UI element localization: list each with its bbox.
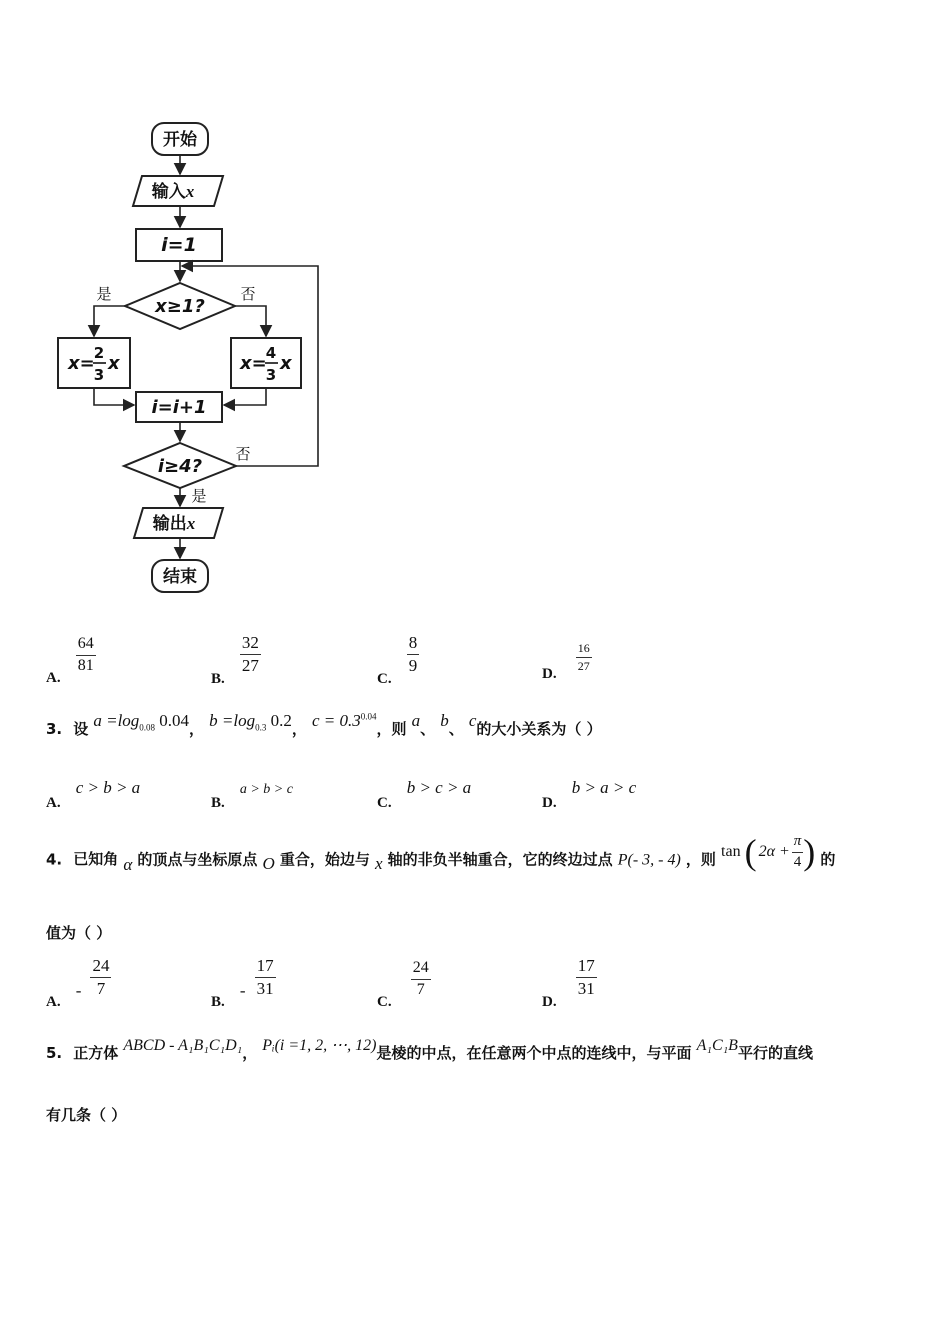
option-letter: C. bbox=[377, 993, 392, 1010]
question-text: 是棱的中点，在任意两个中点的连线中，与平面 bbox=[376, 1044, 692, 1062]
flowchart bbox=[0, 0, 360, 620]
midpoints-expr: Pᵢ(i =1, 2, ⋯, 12) bbox=[262, 1037, 377, 1054]
left-num: 2 bbox=[93, 344, 105, 362]
left-lhs: x= bbox=[68, 353, 95, 374]
option-fraction: $\frac{24}{7}$ bbox=[92, 956, 110, 998]
option-expression: c > b > a bbox=[75, 778, 141, 797]
question-number: 5. bbox=[46, 1044, 63, 1062]
option-expression: b > a > c bbox=[571, 778, 637, 797]
question-5 bbox=[46, 1037, 813, 1063]
right-var: x bbox=[280, 353, 292, 374]
question-text: 轴的非负半轴重合，它的终边过点 bbox=[387, 850, 613, 869]
q2-option-a[interactable] bbox=[46, 635, 96, 686]
q4-option-d[interactable] bbox=[542, 956, 597, 1010]
option-sign: - bbox=[239, 980, 246, 1000]
option-fraction: $\frac{16}{27}$ bbox=[577, 641, 590, 673]
question-number: 3. bbox=[46, 720, 63, 738]
question-number: 4. bbox=[46, 850, 63, 869]
question-text: 的顶点与坐标原点 bbox=[137, 850, 258, 869]
no-label-1: 否 bbox=[240, 285, 256, 303]
var-alpha: α bbox=[123, 855, 133, 875]
separator: 、 bbox=[420, 720, 436, 738]
left-var: x bbox=[108, 353, 120, 374]
var-c: c bbox=[468, 711, 477, 730]
end-label: 结束 bbox=[163, 567, 197, 587]
expr-c: $c = 0.3^{0.04}$ bbox=[311, 711, 377, 730]
expr-b: $b =\log_{0.3}$ 0.2 bbox=[209, 711, 292, 733]
yes-label-1: 是 bbox=[96, 285, 112, 303]
init-label: i=1 bbox=[161, 234, 197, 256]
q3-option-c[interactable] bbox=[377, 778, 472, 811]
right-lhs: x= bbox=[240, 353, 267, 374]
tan-inner: 2α + bbox=[758, 843, 790, 861]
option-letter: B. bbox=[211, 993, 225, 1010]
var-a: a bbox=[411, 711, 421, 730]
question-text: 的 bbox=[820, 850, 836, 869]
option-fraction: $\frac{17}{31}$ bbox=[256, 956, 274, 998]
question-text: ，则 bbox=[685, 850, 716, 869]
expr-a: $a =\log_{0.08}$ 0.04 bbox=[93, 711, 190, 733]
question-5-line2: 有几条（ ） bbox=[46, 1106, 127, 1124]
option-fraction: $\frac{24}{7}$ bbox=[412, 959, 429, 998]
q4-option-a[interactable] bbox=[46, 956, 111, 1010]
q3-option-a[interactable] bbox=[46, 778, 141, 811]
increment-label: i=i+1 bbox=[151, 397, 207, 418]
separator: ， bbox=[242, 1044, 258, 1062]
point-P: P(- 3, - 4) bbox=[617, 851, 681, 869]
option-letter: D. bbox=[542, 993, 557, 1010]
option-fraction: $\frac{8}{9}$ bbox=[408, 633, 418, 675]
option-letter: D. bbox=[542, 665, 557, 682]
option-letter: D. bbox=[542, 795, 557, 811]
question-text: 设 bbox=[73, 720, 89, 738]
question-text: 正方体 bbox=[73, 1044, 119, 1062]
cube-label: ABCD - A₁B₁C₁D₁ bbox=[123, 1037, 243, 1054]
option-letter: B. bbox=[211, 670, 225, 687]
question-text: ，则 bbox=[376, 720, 407, 738]
option-fraction: $\frac{17}{31}$ bbox=[577, 956, 595, 998]
question-3 bbox=[46, 711, 602, 740]
option-letter: A. bbox=[46, 993, 61, 1010]
left-den: 3 bbox=[93, 366, 105, 384]
option-letter: C. bbox=[377, 795, 392, 811]
q3-option-b[interactable] bbox=[211, 778, 293, 811]
input-label: 输入x bbox=[151, 182, 195, 202]
question-4-line2: 值为（ ） bbox=[46, 924, 112, 942]
q3-option-d[interactable] bbox=[542, 778, 637, 811]
right-den: 3 bbox=[265, 366, 277, 384]
tan-label: tan bbox=[721, 843, 741, 861]
pi-over-4: $\frac{\pi}{4}$ bbox=[793, 833, 802, 870]
q4-option-b[interactable] bbox=[211, 956, 276, 1010]
option-letter: C. bbox=[377, 670, 392, 687]
q2-option-c[interactable] bbox=[377, 633, 419, 687]
separator: ， bbox=[189, 720, 205, 738]
var-b: b bbox=[440, 711, 449, 730]
option-expression: b > c > a bbox=[406, 778, 472, 797]
separator: ， bbox=[291, 720, 307, 738]
plane-label: A₁C₁B bbox=[696, 1037, 738, 1054]
option-letter: A. bbox=[46, 669, 61, 686]
paren-open: ( bbox=[744, 832, 757, 873]
q2-option-d[interactable] bbox=[542, 641, 592, 682]
option-fraction: $\frac{32}{27}$ bbox=[241, 633, 259, 675]
option-letter: B. bbox=[211, 795, 225, 811]
separator: 、 bbox=[448, 720, 464, 738]
q4-option-c[interactable] bbox=[377, 959, 431, 1010]
tan-expression bbox=[721, 834, 815, 871]
cond2-label: i≥4? bbox=[157, 456, 203, 477]
option-sign: - bbox=[75, 980, 82, 1000]
paren-close: ) bbox=[803, 832, 816, 873]
var-x: x bbox=[374, 854, 383, 874]
cond1-label: x≥1? bbox=[155, 296, 205, 317]
no-label-2: 否 bbox=[235, 445, 251, 463]
question-text: 的大小关系为（ ） bbox=[476, 720, 602, 738]
question-text: 已知角 bbox=[73, 850, 119, 869]
question-text: 重合，始边与 bbox=[279, 850, 370, 869]
output-label: 输出x bbox=[152, 514, 196, 534]
option-letter: A. bbox=[46, 795, 61, 811]
start-label: 开始 bbox=[163, 130, 197, 150]
option-expression: a > b > c bbox=[239, 782, 293, 797]
option-fraction: $\frac{64}{81}$ bbox=[77, 635, 94, 674]
right-num: 4 bbox=[265, 344, 277, 362]
question-text: 平行的直线 bbox=[737, 1044, 813, 1062]
yes-label-2: 是 bbox=[191, 487, 207, 505]
q2-option-b[interactable] bbox=[211, 633, 261, 687]
var-O: O bbox=[262, 854, 275, 874]
question-4 bbox=[46, 832, 836, 879]
